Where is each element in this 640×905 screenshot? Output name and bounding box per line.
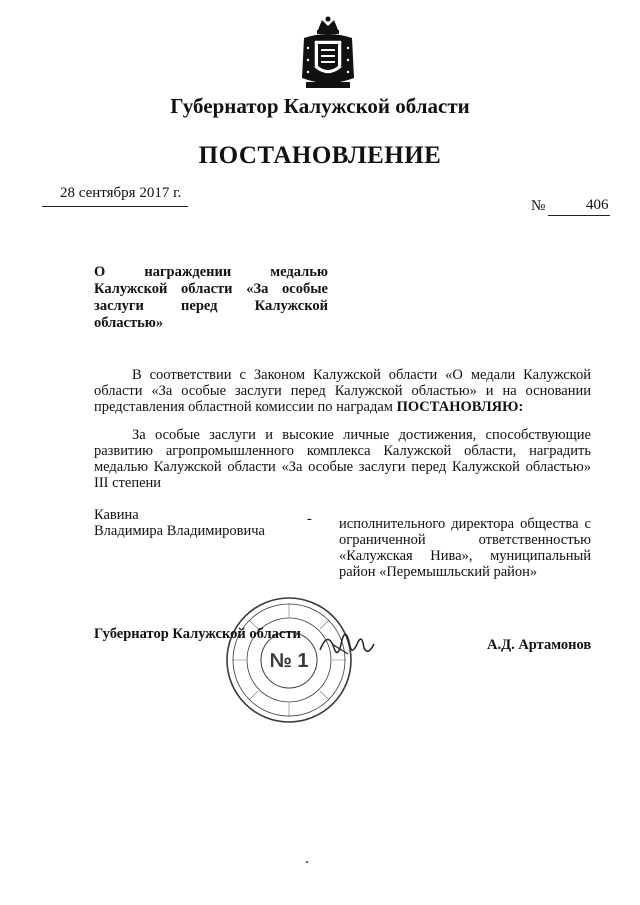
awardee-given-names: Владимира Владимировича	[94, 523, 265, 539]
handwritten-signature	[318, 620, 378, 670]
date-underline	[42, 206, 188, 207]
document-date: 28 сентября 2017 г.	[60, 185, 182, 201]
preamble-paragraph	[94, 367, 591, 415]
signer-name: А.Д. Артамонов	[487, 637, 592, 653]
page-dot	[306, 861, 308, 863]
awardee-position: исполнительного директора общества с ограниченной ответственностью «Калужская Нива», муниципальный район «Перемышльский район»	[339, 516, 591, 580]
number-underline	[548, 215, 610, 216]
signer-title: Губернатор Калужской области	[94, 626, 301, 642]
awardee-dash: -	[307, 511, 312, 527]
document-subject: О награждении медалью Калужской области «За особые заслуги перед Калужской областью»	[94, 264, 328, 331]
resolve-keyword: ПОСТАНОВЛЯЮ:	[396, 399, 524, 415]
issuer-title: Губернатор Калужской области	[170, 94, 470, 118]
awardee-surname: Кавина	[94, 507, 139, 523]
coat-of-arms-icon	[298, 16, 358, 94]
award-paragraph: За особые заслуги и высокие личные достижения, способствующие развитию агропромышленного комплекса Калужской области, наградить медалью Калужской области «За особые заслуги перед Калужской областью» III степени	[94, 427, 591, 491]
document-type: ПОСТАНОВЛЕНИЕ	[198, 142, 442, 169]
awardee-name	[94, 507, 265, 539]
preamble-text: В соответствии с Законом Калужской области «О медали Калужской области «За особые заслуги перед Калужской областью» и на основании представления областной комиссии по наградам	[94, 367, 591, 415]
seal-number: № 1	[269, 650, 309, 672]
document-number: 406	[586, 197, 609, 213]
number-sign: №	[531, 198, 546, 214]
